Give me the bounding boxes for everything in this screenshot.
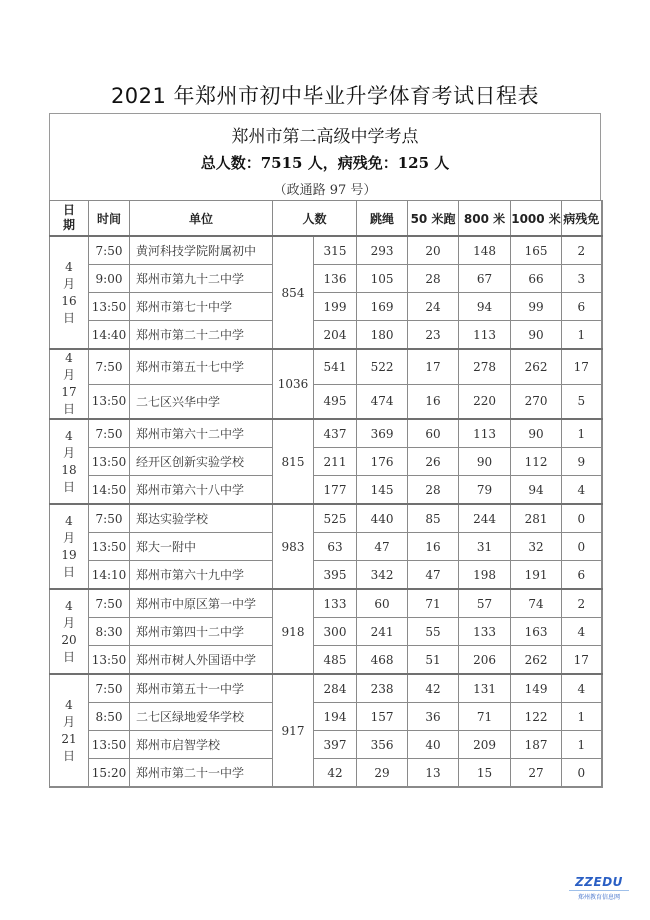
count-cell: 133	[314, 589, 357, 618]
table-row	[50, 321, 602, 350]
run800-cell: 71	[459, 703, 511, 731]
venue-address: （政通路 97 号）	[273, 183, 377, 198]
group-total-cell: 918	[273, 589, 314, 674]
unit-cell: 郑州市第九十二中学	[130, 265, 273, 293]
run50-cell: 26	[408, 448, 459, 476]
rope-cell: 169	[357, 293, 408, 321]
schedule-body	[50, 236, 602, 787]
run1000-cell: 281	[511, 504, 562, 533]
run1000-cell: 149	[511, 674, 562, 703]
header-unit: 单位	[130, 201, 273, 237]
time-cell: 13:50	[89, 384, 130, 419]
exempt-cell: 0	[562, 759, 602, 788]
exempt-cell: 1	[562, 321, 602, 350]
count-cell: 485	[314, 646, 357, 675]
count-cell: 194	[314, 703, 357, 731]
exempt-cell: 4	[562, 618, 602, 646]
count-cell: 541	[314, 349, 357, 384]
count-cell: 63	[314, 533, 357, 561]
table-row	[50, 674, 602, 703]
watermark-subtitle: 郑州教育信息网	[569, 890, 629, 901]
run1000-cell: 90	[511, 321, 562, 350]
unit-cell: 郑州市第四十二中学	[130, 618, 273, 646]
time-cell: 13:50	[89, 533, 130, 561]
run800-cell: 131	[459, 674, 511, 703]
rope-cell: 157	[357, 703, 408, 731]
run800-cell: 206	[459, 646, 511, 675]
unit-cell: 二七区兴华中学	[130, 384, 273, 419]
rope-cell: 356	[357, 731, 408, 759]
watermark-mark: ZZEDU	[575, 875, 623, 889]
rope-cell: 238	[357, 674, 408, 703]
table-row	[50, 476, 602, 505]
run1000-cell: 74	[511, 589, 562, 618]
header-date	[50, 201, 89, 237]
table-row	[50, 293, 602, 321]
rope-cell: 522	[357, 349, 408, 384]
rope-cell: 47	[357, 533, 408, 561]
run800-cell: 244	[459, 504, 511, 533]
count-cell: 284	[314, 674, 357, 703]
rope-cell: 60	[357, 589, 408, 618]
run1000-cell: 122	[511, 703, 562, 731]
run800-cell: 94	[459, 293, 511, 321]
run800-cell: 15	[459, 759, 511, 788]
count-cell: 437	[314, 419, 357, 448]
date-cell: 4 月 17 日	[50, 349, 89, 419]
table-row	[50, 448, 602, 476]
venue-info-box	[49, 113, 601, 200]
date-cell: 4 月 19 日	[50, 504, 89, 589]
table-row	[50, 646, 602, 675]
header-rope: 跳绳	[357, 201, 408, 237]
schedule-table	[49, 200, 603, 788]
header-run800: 800 米	[459, 201, 511, 237]
run1000-cell: 112	[511, 448, 562, 476]
count-cell: 199	[314, 293, 357, 321]
rope-cell: 293	[357, 236, 408, 265]
exempt-cell: 0	[562, 533, 602, 561]
unit-cell: 郑州市第五十一中学	[130, 674, 273, 703]
run1000-cell: 165	[511, 236, 562, 265]
run50-cell: 16	[408, 384, 459, 419]
unit-cell: 郑州市第二十二中学	[130, 321, 273, 350]
unit-cell: 郑州市启智学校	[130, 731, 273, 759]
run1000-cell: 66	[511, 265, 562, 293]
exempt-cell: 3	[562, 265, 602, 293]
time-cell: 13:50	[89, 448, 130, 476]
unit-cell: 郑达实验学校	[130, 504, 273, 533]
time-cell: 13:50	[89, 293, 130, 321]
unit-cell: 经开区创新实验学校	[130, 448, 273, 476]
table-row	[50, 618, 602, 646]
table-row	[50, 349, 602, 384]
header-exempt: 病残免	[562, 201, 602, 237]
count-cell: 136	[314, 265, 357, 293]
run50-cell: 47	[408, 561, 459, 590]
run800-cell: 57	[459, 589, 511, 618]
table-row	[50, 561, 602, 590]
run50-cell: 85	[408, 504, 459, 533]
table-row	[50, 236, 602, 265]
run50-cell: 51	[408, 646, 459, 675]
time-cell: 7:50	[89, 419, 130, 448]
run800-cell: 90	[459, 448, 511, 476]
time-cell: 14:40	[89, 321, 130, 350]
group-total-cell: 983	[273, 504, 314, 589]
run50-cell: 71	[408, 589, 459, 618]
table-row	[50, 419, 602, 448]
time-cell: 7:50	[89, 589, 130, 618]
count-cell: 525	[314, 504, 357, 533]
rope-cell: 369	[357, 419, 408, 448]
run50-cell: 20	[408, 236, 459, 265]
exempt-cell: 1	[562, 703, 602, 731]
time-cell: 7:50	[89, 349, 130, 384]
unit-cell: 郑州市第二十一中学	[130, 759, 273, 788]
time-cell: 8:50	[89, 703, 130, 731]
count-cell: 495	[314, 384, 357, 419]
rope-cell: 180	[357, 321, 408, 350]
exempt-cell: 0	[562, 504, 602, 533]
unit-cell: 郑州市第六十八中学	[130, 476, 273, 505]
run1000-cell: 262	[511, 646, 562, 675]
run800-cell: 113	[459, 419, 511, 448]
time-cell: 9:00	[89, 265, 130, 293]
count-cell: 315	[314, 236, 357, 265]
table-row	[50, 703, 602, 731]
unit-cell: 郑州市第七十中学	[130, 293, 273, 321]
group-total-cell: 1036	[273, 349, 314, 419]
table-row	[50, 265, 602, 293]
run800-cell: 220	[459, 384, 511, 419]
table-row	[50, 759, 602, 788]
unit-cell: 郑州市第六十九中学	[130, 561, 273, 590]
date-cell: 4 月 18 日	[50, 419, 89, 504]
page-title: 2021 年郑州市初中毕业升学体育考试日程表	[110, 84, 540, 108]
run1000-cell: 191	[511, 561, 562, 590]
exempt-cell: 4	[562, 674, 602, 703]
unit-cell: 二七区绿地爱华学校	[130, 703, 273, 731]
count-cell: 177	[314, 476, 357, 505]
unit-cell: 郑州市树人外国语中学	[130, 646, 273, 675]
count-cell: 211	[314, 448, 357, 476]
rope-cell: 105	[357, 265, 408, 293]
exempt-cell: 17	[562, 646, 602, 675]
run800-cell: 31	[459, 533, 511, 561]
group-total-cell: 815	[273, 419, 314, 504]
header-run1000: 1000 米	[511, 201, 562, 237]
run800-cell: 133	[459, 618, 511, 646]
run1000-cell: 27	[511, 759, 562, 788]
schedule-sheet	[49, 113, 601, 788]
header-run50: 50 米跑	[408, 201, 459, 237]
date-cell: 4 月 21 日	[50, 674, 89, 787]
time-cell: 13:50	[89, 646, 130, 675]
run800-cell: 209	[459, 731, 511, 759]
run50-cell: 36	[408, 703, 459, 731]
exempt-cell: 6	[562, 293, 602, 321]
rope-cell: 145	[357, 476, 408, 505]
header-time: 时间	[89, 201, 130, 237]
table-row	[50, 589, 602, 618]
rope-cell: 468	[357, 646, 408, 675]
watermark-logo	[569, 875, 629, 901]
rope-cell: 176	[357, 448, 408, 476]
unit-cell: 郑州市第五十七中学	[130, 349, 273, 384]
header-date-text: 日 期	[62, 203, 75, 232]
unit-cell: 郑州市中原区第一中学	[130, 589, 273, 618]
rope-cell: 474	[357, 384, 408, 419]
run1000-cell: 32	[511, 533, 562, 561]
unit-cell: 郑州市第六十二中学	[130, 419, 273, 448]
rope-cell: 29	[357, 759, 408, 788]
run800-cell: 278	[459, 349, 511, 384]
exempt-cell: 6	[562, 561, 602, 590]
run50-cell: 28	[408, 476, 459, 505]
count-cell: 395	[314, 561, 357, 590]
run50-cell: 42	[408, 674, 459, 703]
table-row	[50, 504, 602, 533]
exempt-cell: 5	[562, 384, 602, 419]
exempt-cell: 17	[562, 349, 602, 384]
run800-cell: 198	[459, 561, 511, 590]
exempt-cell: 2	[562, 236, 602, 265]
exempt-cell: 9	[562, 448, 602, 476]
rope-cell: 241	[357, 618, 408, 646]
run800-cell: 79	[459, 476, 511, 505]
time-cell: 8:30	[89, 618, 130, 646]
run50-cell: 28	[408, 265, 459, 293]
run1000-cell: 94	[511, 476, 562, 505]
run800-cell: 113	[459, 321, 511, 350]
date-cell: 4 月 16 日	[50, 236, 89, 349]
venue-name: 郑州市第二高级中学考点	[231, 127, 419, 147]
time-cell: 14:50	[89, 476, 130, 505]
run50-cell: 13	[408, 759, 459, 788]
table-row	[50, 533, 602, 561]
count-cell: 42	[314, 759, 357, 788]
time-cell: 15:20	[89, 759, 130, 788]
exempt-cell: 1	[562, 731, 602, 759]
exempt-cell: 2	[562, 589, 602, 618]
totals-summary: 总人数：7515 人，病残免：125 人	[200, 154, 450, 172]
run50-cell: 23	[408, 321, 459, 350]
run50-cell: 60	[408, 419, 459, 448]
run50-cell: 55	[408, 618, 459, 646]
table-row	[50, 731, 602, 759]
count-cell: 397	[314, 731, 357, 759]
run50-cell: 40	[408, 731, 459, 759]
group-total-cell: 917	[273, 674, 314, 787]
count-cell: 204	[314, 321, 357, 350]
group-total-cell: 854	[273, 236, 314, 349]
time-cell: 7:50	[89, 236, 130, 265]
run800-cell: 67	[459, 265, 511, 293]
exempt-cell: 4	[562, 476, 602, 505]
time-cell: 7:50	[89, 504, 130, 533]
table-row	[50, 384, 602, 419]
run1000-cell: 90	[511, 419, 562, 448]
time-cell: 7:50	[89, 674, 130, 703]
run1000-cell: 262	[511, 349, 562, 384]
exempt-cell: 1	[562, 419, 602, 448]
run50-cell: 24	[408, 293, 459, 321]
rope-cell: 440	[357, 504, 408, 533]
header-count: 人数	[273, 201, 357, 237]
unit-cell: 黄河科技学院附属初中	[130, 236, 273, 265]
time-cell: 14:10	[89, 561, 130, 590]
run1000-cell: 99	[511, 293, 562, 321]
count-cell: 300	[314, 618, 357, 646]
unit-cell: 郑大一附中	[130, 533, 273, 561]
run50-cell: 17	[408, 349, 459, 384]
run800-cell: 148	[459, 236, 511, 265]
rope-cell: 342	[357, 561, 408, 590]
time-cell: 13:50	[89, 731, 130, 759]
table-header-row	[50, 201, 602, 237]
date-cell: 4 月 20 日	[50, 589, 89, 674]
run1000-cell: 163	[511, 618, 562, 646]
run1000-cell: 270	[511, 384, 562, 419]
run1000-cell: 187	[511, 731, 562, 759]
run50-cell: 16	[408, 533, 459, 561]
